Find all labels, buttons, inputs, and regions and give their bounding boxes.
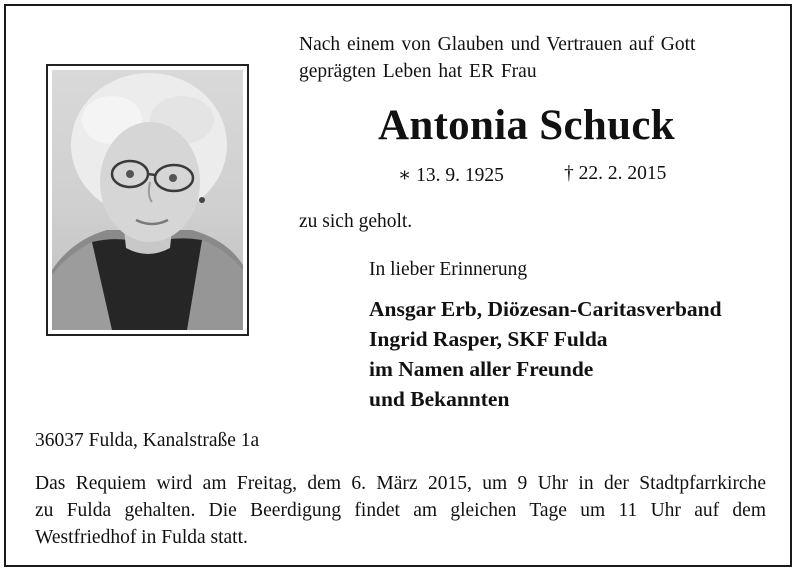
intro-line-2: geprägten Leben hat ER Frau	[299, 61, 537, 82]
service-line: Das Requiem wird am Freitag, dem 6. März 2015, um 9 Uhr in der Stadtpfarrkirche	[35, 473, 766, 494]
intro-line-1: Nach einem von Glauben und Vertrauen auf Gott	[299, 34, 696, 55]
signer-line: Ingrid Rasper, SKF Fulda	[369, 327, 608, 351]
memory-heading: In lieber Erinnerung	[369, 259, 528, 280]
deceased-name: Antonia Schuck	[378, 102, 675, 149]
service-paragraph	[35, 470, 766, 551]
fetched-text: zu sich geholt.	[299, 211, 413, 232]
signers-list	[369, 294, 722, 414]
portrait-illustration	[52, 70, 243, 330]
death-date: † 22. 2. 2015	[564, 163, 667, 184]
portrait-frame	[46, 64, 249, 336]
signer-line: im Namen aller Freunde	[369, 357, 594, 381]
portrait-photo	[52, 70, 243, 330]
address-text: 36037 Fulda, Kanalstraße 1a	[35, 430, 260, 451]
signer-line: und Bekannten	[369, 387, 510, 411]
signer-line: Ansgar Erb, Diözesan-Caritasverband	[369, 297, 722, 321]
birth-date: ∗ 13. 9. 1925	[398, 165, 504, 186]
service-line: Westfriedhof in Fulda statt.	[35, 527, 248, 548]
intro-text	[299, 31, 695, 85]
service-line: zu Fulda gehalten. Die Beerdigung findet am gleichen Tage um 11 Uhr auf dem	[35, 500, 766, 521]
